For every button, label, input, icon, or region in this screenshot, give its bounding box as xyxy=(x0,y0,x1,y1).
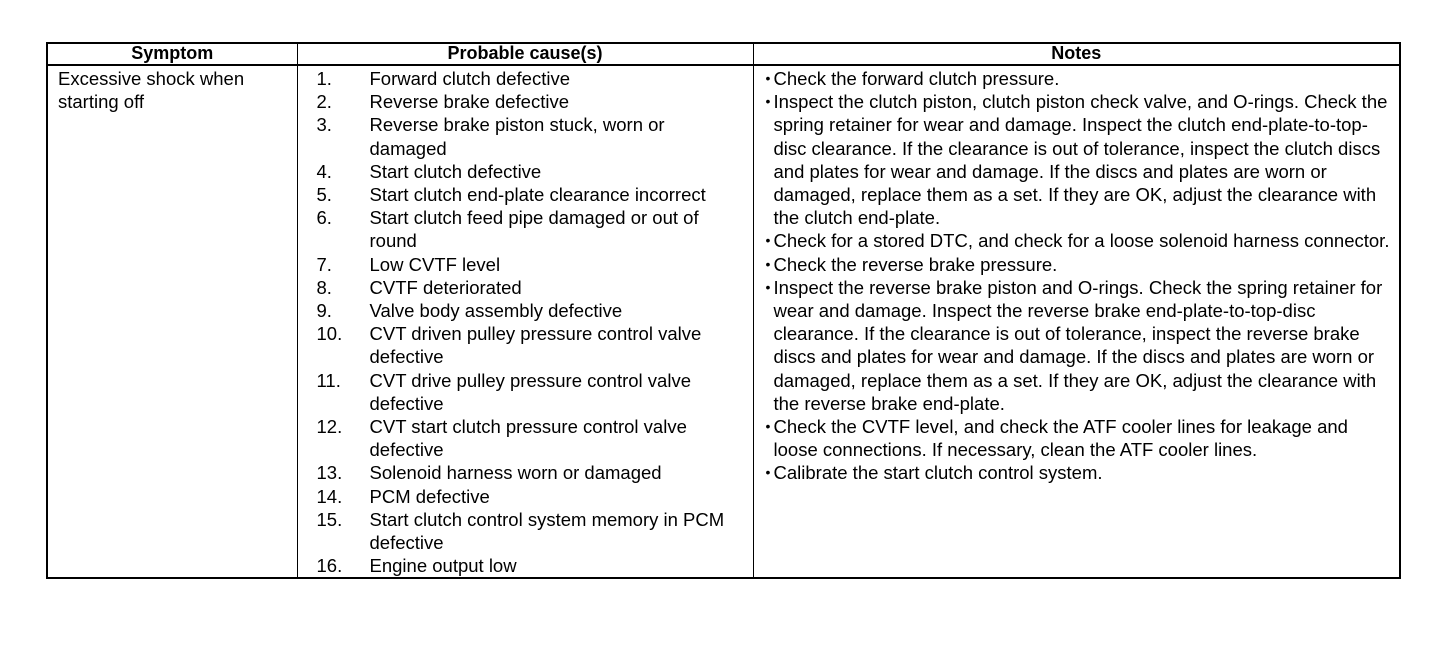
note-text: Check the forward clutch pressure. xyxy=(773,68,1060,89)
cause-text: Low CVTF level xyxy=(369,253,501,275)
cause-number: 5. xyxy=(316,184,332,206)
symptom-text-line: Excessive shock when xyxy=(58,68,245,89)
cause-number: 9. xyxy=(316,300,332,322)
bullet-icon: • xyxy=(765,70,771,86)
note-item xyxy=(754,229,1400,252)
cause-item xyxy=(298,461,753,484)
note-text: Check the reverse brake pressure. xyxy=(773,253,1058,275)
note-text: Check the CVTF level, and check the ATF cooler lines for leakage and loose connections. If necessary, clean the ATF cooler lines. xyxy=(773,416,1348,461)
cause-number: 8. xyxy=(316,276,332,298)
symptom-cell xyxy=(47,65,297,578)
cause-text: CVT driven pulley pressure control valve defective xyxy=(369,323,702,368)
cause-number: 14. xyxy=(316,485,343,507)
header-probable-causes: Probable cause(s) xyxy=(297,43,753,65)
cause-text: CVTF deteriorated xyxy=(369,276,522,298)
bullet-icon: • xyxy=(765,232,771,249)
cause-text: Valve body assembly defective xyxy=(369,300,623,322)
cause-number: 2. xyxy=(316,91,332,113)
bullet-icon: • xyxy=(765,464,771,481)
note-item xyxy=(754,276,1400,415)
cause-number: 10. xyxy=(316,323,343,345)
cause-text: Forward clutch defective xyxy=(369,68,571,89)
cause-item xyxy=(298,90,753,113)
cause-item xyxy=(298,276,753,299)
cause-number: 6. xyxy=(316,207,332,229)
cause-number: 15. xyxy=(316,508,343,530)
cause-text: Start clutch end-plate clearance incorrect xyxy=(369,184,706,206)
cause-item xyxy=(298,415,753,461)
bullet-icon: • xyxy=(765,93,771,110)
cause-item xyxy=(298,113,753,159)
cause-number: 7. xyxy=(316,253,332,275)
note-item xyxy=(754,67,1400,90)
cause-list xyxy=(298,66,753,577)
notes-list xyxy=(754,66,1400,485)
cause-number: 1. xyxy=(316,68,332,89)
header-symptom: Symptom xyxy=(47,43,297,65)
cause-text: PCM defective xyxy=(369,485,490,507)
note-item xyxy=(754,253,1400,276)
cause-item xyxy=(298,160,753,183)
cause-number: 4. xyxy=(316,160,332,182)
cause-number: 12. xyxy=(316,416,343,438)
cause-text: Solenoid harness worn or damaged xyxy=(369,462,662,484)
cause-number: 16. xyxy=(316,555,343,577)
cause-text: CVT drive pulley pressure control valve defective xyxy=(369,369,691,414)
cause-text: Reverse brake piston stuck, worn or damaged xyxy=(369,114,665,159)
cause-item xyxy=(298,554,753,577)
note-item xyxy=(754,415,1400,461)
cause-text: Engine output low xyxy=(369,555,517,577)
header-notes: Notes xyxy=(753,43,1400,65)
cause-item xyxy=(298,253,753,276)
note-text: Calibrate the start clutch control system. xyxy=(773,462,1103,484)
note-text: Check for a stored DTC, and check for a loose solenoid harness connector. xyxy=(773,230,1390,252)
note-text: Inspect the reverse brake piston and O-rings. Check the spring retainer for wear and damage. Inspect the reverse brake end-plate-to-top-disc clearance. If the clearance is out of tolerance, inspect the reverse brake discs and plates for wear and damage. If the discs and plates are worn or damaged, replace them as a set. If they are OK, adjust the clearance with the reverse brake end-plate. xyxy=(773,276,1383,414)
bullet-icon: • xyxy=(765,418,771,435)
cause-text: Start clutch defective xyxy=(369,160,542,182)
cause-item xyxy=(298,322,753,368)
causes-cell xyxy=(297,65,753,578)
header-row xyxy=(47,43,1400,65)
cause-item xyxy=(298,67,753,90)
bullet-icon: • xyxy=(765,278,771,295)
note-item xyxy=(754,90,1400,229)
cause-item xyxy=(298,369,753,415)
symptom-text-line: starting off xyxy=(58,91,145,113)
cause-text: Reverse brake defective xyxy=(369,91,569,113)
cause-item xyxy=(298,183,753,206)
cause-text: Start clutch feed pipe damaged or out of round xyxy=(369,207,699,252)
note-item xyxy=(754,461,1400,484)
cause-number: 3. xyxy=(316,114,332,136)
bullet-icon: • xyxy=(765,255,771,272)
cause-item xyxy=(298,299,753,322)
notes-cell xyxy=(753,65,1400,578)
cause-text: CVT start clutch pressure control valve defective xyxy=(369,416,687,461)
cause-item xyxy=(298,485,753,508)
cause-number: 11. xyxy=(316,369,341,391)
troubleshooting-table xyxy=(46,42,1401,579)
table-row xyxy=(47,65,1400,578)
cause-text: Start clutch control system memory in PCM defective xyxy=(369,508,725,554)
cause-item xyxy=(298,508,753,554)
cause-item xyxy=(298,206,753,252)
cause-number: 13. xyxy=(316,462,343,484)
note-text: Inspect the clutch piston, clutch piston check valve, and O-rings. Check the spring retainer for wear and damage. Inspect the clutch end-plate-to-top-disc clearance. If the clearance is out of tolerance, inspect the clutch discs and plates for wear and damage. If the discs and plates are worn or damaged, replace them as a set. If they are OK, adjust the clearance with the clutch end-plate. xyxy=(773,91,1388,229)
